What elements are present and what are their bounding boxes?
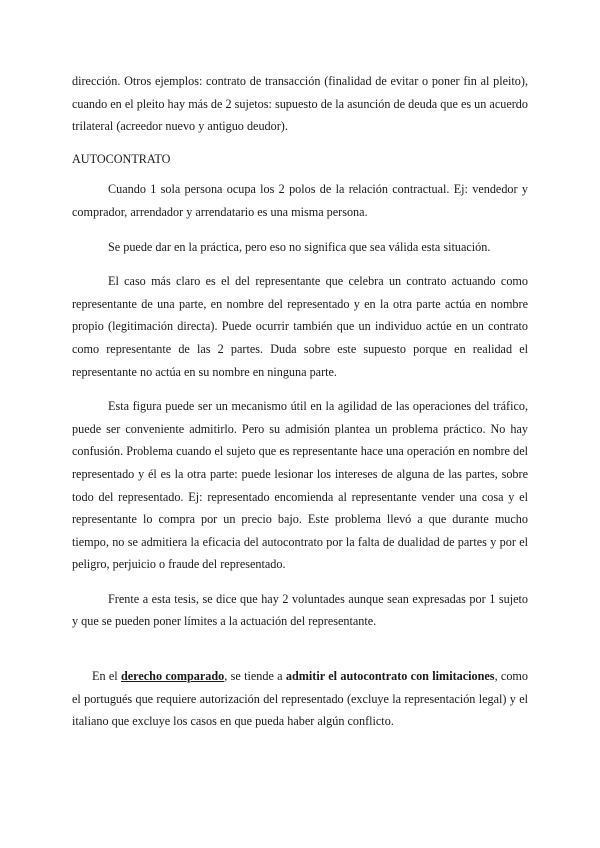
- paragraph-1: Cuando 1 sola persona ocupa los 2 polos de la relación contractual. Ej: vendedor y comprador, arrendador y arrendatario es una misma persona.: [72, 182, 528, 219]
- paragraph-5: Frente a esta tesis, se dice que hay 2 voluntades aunque sean expresadas por 1 sujeto y que se pueden poner límites a la actuación del representante.: [72, 591, 528, 629]
- paragraph-2: Se puede dar en la práctica, pero eso no significa que sea válida esta situación.: [108, 239, 491, 254]
- p6-text-c: , se tiende a: [224, 669, 286, 684]
- p6-text-e: , como el portugués que requiere autorización del representado (excluye la representación legal) y el italiano que excluye los casos en que pueda haber algún conflicto.: [72, 669, 528, 729]
- intro-paragraph: dirección. Otros ejemplos: contrato de transacción (finalidad de evitar o poner fin al pleito), cuando en el pleito hay más de 2 sujetos: supuesto de la asunción de deuda que es un acuerdo trilateral (acreedor nuevo y antiguo deudor).: [72, 74, 528, 134]
- paragraph-3: El caso más claro es el del representante que celebra un contrato actuando como representante de una parte, en nombre del representado y en la otra parte actúa en nombre propio (legitimación directa). Puede ocurrir también que un individuo actúe en un contrato como representante de las 2 partes. Duda sobre este supuesto porque en realidad el representante no actúa en su nombre en ninguna parte.: [72, 274, 528, 379]
- section-heading: AUTOCONTRATO: [72, 151, 171, 166]
- p6-emphasis-admit: admitir el autocontrato con limitaciones: [285, 669, 495, 684]
- paragraph-6: [72, 665, 528, 733]
- paragraph-4: Esta figura puede ser un mecanismo útil en la agilidad de las operaciones del tráfico, puede ser conveniente admitirlo. Pero su admisión plantea un problema práctico. No hay confusión. Problema cuando el sujeto que es representante hace una operación en nombre del representado y él es la otra parte: puede lesionar los intereses de alguna de las partes, sobre todo del representado. Ej: representado encomienda al representante vender una cosa y el representante lo compra por un precio bajo. Este problema llevó a que durante mucho tiempo, no se admitiera la eficacia del autocontrato por la falta de dualidad de partes y por el peligro, perjuicio o fraude del representado.: [72, 399, 528, 572]
- p6-text-a: En el: [92, 669, 121, 684]
- p6-emphasis-comparative-law: derecho comparado: [120, 669, 225, 684]
